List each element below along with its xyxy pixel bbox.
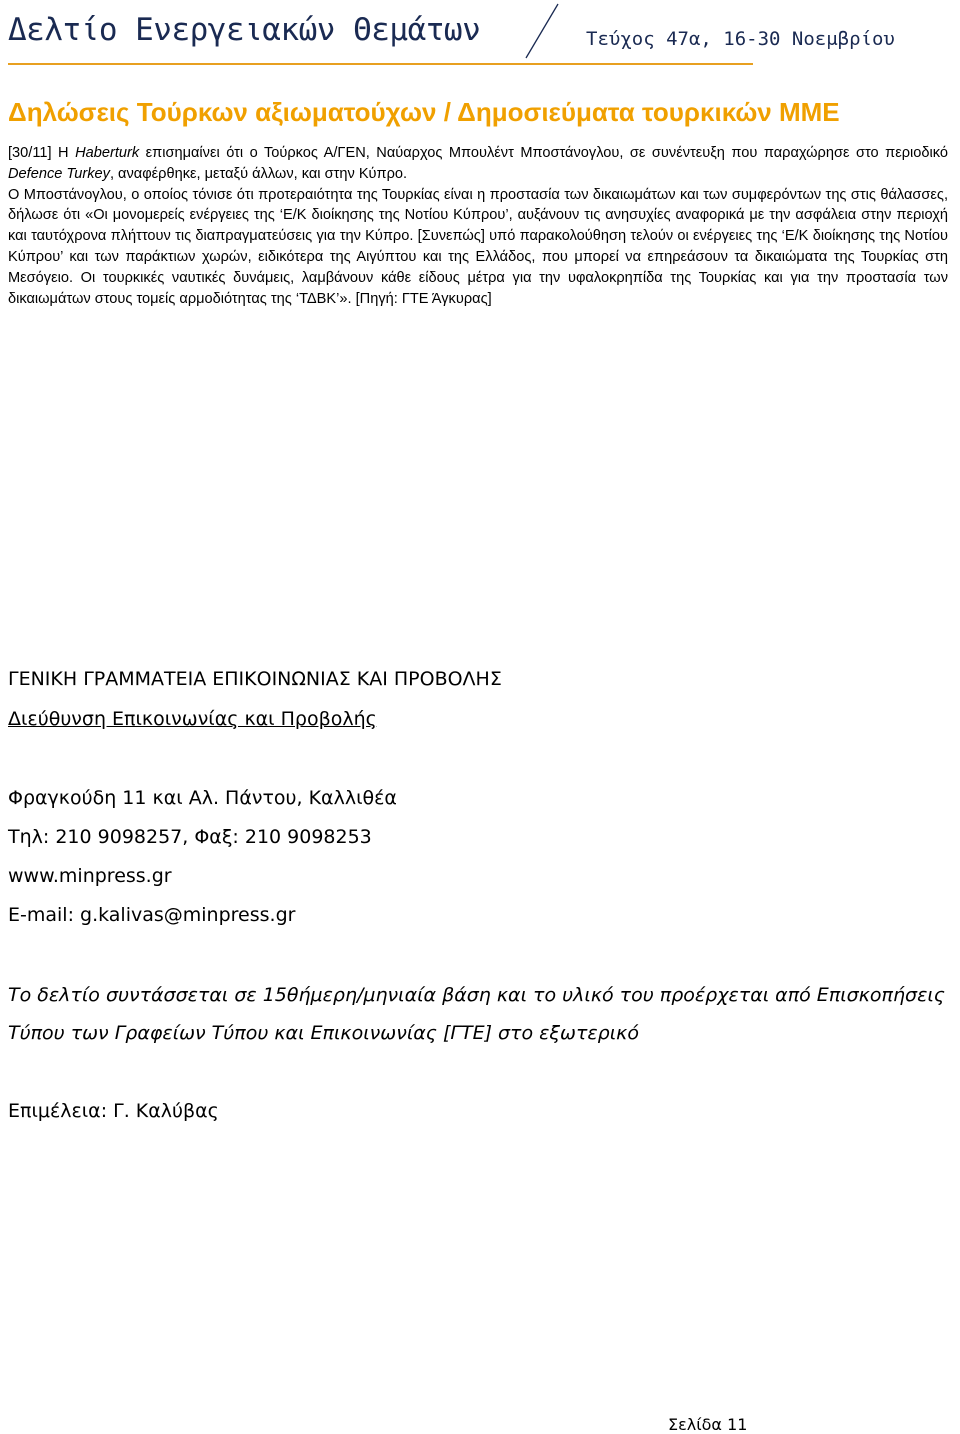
source-haberturk: Haberturk — [75, 145, 140, 161]
header-rule — [8, 63, 753, 65]
header-divider-slash — [520, 2, 560, 62]
lead-text-1: Η — [51, 145, 76, 161]
header-title: Δελτίο Ενεργειακών Θεμάτων — [8, 12, 481, 48]
lead-text-2: επισημαίνει ότι ο Τούρκος Α/ΓΕΝ, Ναύαρχος Μπουλέντ Μποστάνογλου, σε συνέντευξη που παραχώρησε στο περιοδικό — [139, 145, 948, 161]
section-heading: Δηλώσεις Τούρκων αξιωματούχων / Δημοσιεύματα τουρκικών ΜΜΕ — [8, 97, 840, 127]
article-paragraph-1 — [8, 143, 948, 185]
source-defence-turkey: Defence Turkey — [8, 165, 110, 182]
footer-org: ΓΕΝΙΚΗ ΓΡΑΜΜΑΤΕΙΑ ΕΠΙΚΟΙΝΩΝΙΑΣ ΚΑΙ ΠΡΟΒΟΛΗΣ — [8, 668, 502, 690]
article-body — [8, 143, 948, 309]
footer-note-line-2: Τύπου των Γραφείων Τύπου και Επικοινωνίας [ΓΤΕ] στο εξωτερικό — [8, 1022, 639, 1044]
footer-address: Φραγκούδη 11 και Αλ. Πάντου, Καλλιθέα — [8, 787, 397, 809]
date-tag: [30/11] — [8, 145, 52, 161]
footer-email-link[interactable]: E-mail: g.kalivas@minpress.gr — [8, 904, 296, 926]
footer-website-link[interactable]: www.minpress.gr — [8, 865, 172, 887]
footer-note-line-1: Το δελτίο συντάσσεται σε 15θήμερη/μηνιαία βάση και το υλικό του προέρχεται από Επισκοπήσεις — [8, 984, 945, 1006]
article-paragraph-2: Ο Μποστάνογλου, ο οποίος τόνισε ότι προτεραιότητα της Τουρκίας είναι η προστασία των δικαιωμάτων και των συμφερόντων της στις θάλασσες, δήλωσε ότι «Οι μονομερείς ενέργειες της ‘Ε/Κ διοίκησης της Νοτίου Κύπρου’, αυξάνουν τις ανησυχίες αναφορικά με την ασφάλεια στην περιοχή και ταυτόχρονα πλήττουν τις διαπραγματεύσεις για την Κύπρο. [Συνεπώς] υπό παρακολούθηση τελούν οι ενέργειες της ‘Ε/Κ διοίκησης της Νοτίου Κύπρου’ και των παράκτιων χωρών, ειδικότερα της Αιγύπτου και της Ελλάδος, που μπορεί να επηρεάσουν τα δικαιώματα της Τουρκίας στη Μεσόγειο. Οι τουρκικές ναυτικές δυνάμεις, λαμβάνουν κάθε είδους μέτρα για την υφαλοκρηπίδα της Τουρκίας και για την προστασία των δικαιωμάτων στους τομείς αρμοδιότητας της ‘ΤΔΒΚ’». [Πηγή: ΓΤΕ Άγκυρας] — [8, 186, 948, 307]
footer-editor: Επιμέλεια: Γ. Καλύβας — [8, 1100, 219, 1122]
footer-phone: Τηλ: 210 9098257, Φαξ: 210 9098253 — [8, 826, 372, 848]
issue-label: Τεύχος 47α, 16-30 Νοεμβρίου — [586, 28, 895, 50]
page-number: Σελίδα 11 — [668, 1415, 748, 1434]
lead-text-3: , αναφέρθηκε, μεταξύ άλλων, και στην Κύπρο. — [109, 165, 408, 182]
footer-department: Διεύθυνση Επικοινωνίας και Προβολής — [8, 708, 377, 730]
